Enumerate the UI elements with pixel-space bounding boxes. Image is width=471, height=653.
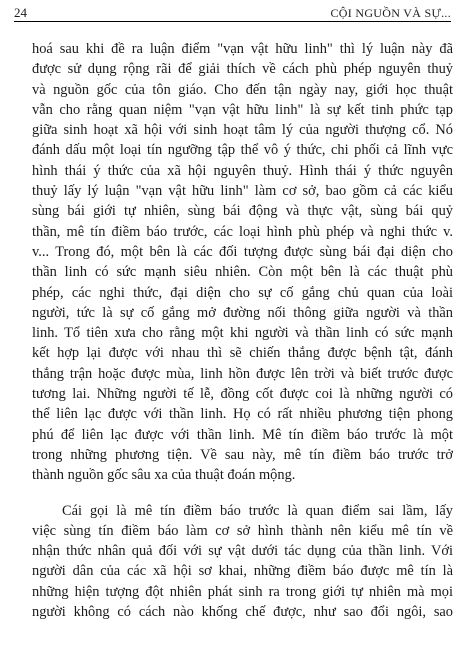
text-line: sùng bái giới tự nhiên, sùng bái động và thực vật, sùng bái quỷ: [32, 203, 453, 220]
text-line: thể liên lạc được với thần linh. Họ có rất nhiều phương tiện phong: [32, 406, 453, 423]
text-line: thần linh có sức mạnh siêu nhiên. Còn một bên là các thuật phù: [32, 264, 453, 281]
text-line: người, tức là sự cố gắng mở đường nối thông giữa người và thần: [32, 304, 453, 321]
text-line: phú để liên lạc được với thần linh. Mê tín điềm báo trước là một: [32, 426, 453, 443]
paragraph: [32, 501, 453, 623]
text-line: được sử dụng rộng rãi để giải thích về cách phù phép nguyên thuỷ: [32, 61, 453, 78]
text-line: v... Trong đó, một bên là các đối tượng được sùng bái đại diện cho: [32, 243, 453, 260]
text-line: giữa sinh hoạt xã hội với sinh hoạt tâm lý của người thượng cổ. Nó: [32, 122, 453, 139]
text-line: thắng trận hoặc được mùa, linh hồn được lên trời và biết trước được: [32, 365, 453, 382]
text-line: trong những phương tiện. Về sau này, mê tín điềm báo trước trở: [32, 446, 453, 463]
text-line: hình thái ý thức của xã hội nguyên thuỷ. Hình thái ý thức nguyên: [32, 162, 453, 179]
text-line: và nguồn gốc của tôn giáo. Cho đến tận ngày nay, giới học thuật: [32, 81, 453, 98]
text-line: thần, mê tín điềm báo trước, các loại hình phù phép và nghi thức v.: [32, 223, 453, 240]
text-line: phép, các nghi thức, đại diện cho sự cố gắng chủ quan của loài: [32, 284, 453, 301]
text-line: thành nguồn gốc sâu xa của thuật đoán mộng.: [32, 467, 296, 484]
body-text: [32, 39, 453, 622]
text-line: người không có cách nào khống chế được, như sao đổi ngôi, sao: [32, 604, 453, 621]
text-line: việc sùng tín điềm báo làm cơ sở hình thành nên kiểu mê tín về: [32, 522, 453, 539]
text-line: Cái gọi là mê tín điềm báo trước là quan điểm sai lầm, lấy: [62, 502, 453, 519]
text-line: người dân của các xã hội sơ khai, những điềm báo được mê tín là: [32, 563, 453, 580]
text-line: thuỷ lấy lý luận "vạn vật hữu linh" làm cơ sở, bao gồm cả các kiểu: [32, 183, 453, 200]
text-line: linh. Tổ tiên xưa cho rằng một khi người và thần linh có sức mạnh: [32, 325, 453, 342]
text-line: tương lai. Những người tế lễ, đồng cốt được coi là những người có: [32, 386, 453, 403]
page-header: [14, 5, 451, 22]
text-line: vẫn cho rằng quan niệm "vạn vật hữu linh" là sự kết tinh phức tạp: [32, 101, 453, 118]
running-title: CỘI NGUỒN VÀ SỰ...: [330, 6, 451, 20]
text-line: hoá sau khi đề ra luận điểm "vạn vật hữu linh" thì lý luận này đã: [32, 41, 453, 57]
text-line: những hiện tượng đột nhiên phát sinh ra trong giới tự nhiên mà mọi: [32, 583, 453, 600]
text-line: đánh dấu một loại tín ngưỡng tập thể vô ý thức, chi phối cả lĩnh vực: [32, 142, 453, 159]
page-number: 24: [14, 5, 27, 20]
paragraph: [32, 39, 453, 486]
text-line: kết hợp lại được với nhau thì sẽ chiến thắng được bệnh tật, đánh: [32, 345, 453, 362]
text-line: nhận thức nhân quả đối với sự vật dưới tác dụng của thần linh. Với: [32, 543, 453, 560]
paragraph-spacer: [32, 486, 453, 501]
